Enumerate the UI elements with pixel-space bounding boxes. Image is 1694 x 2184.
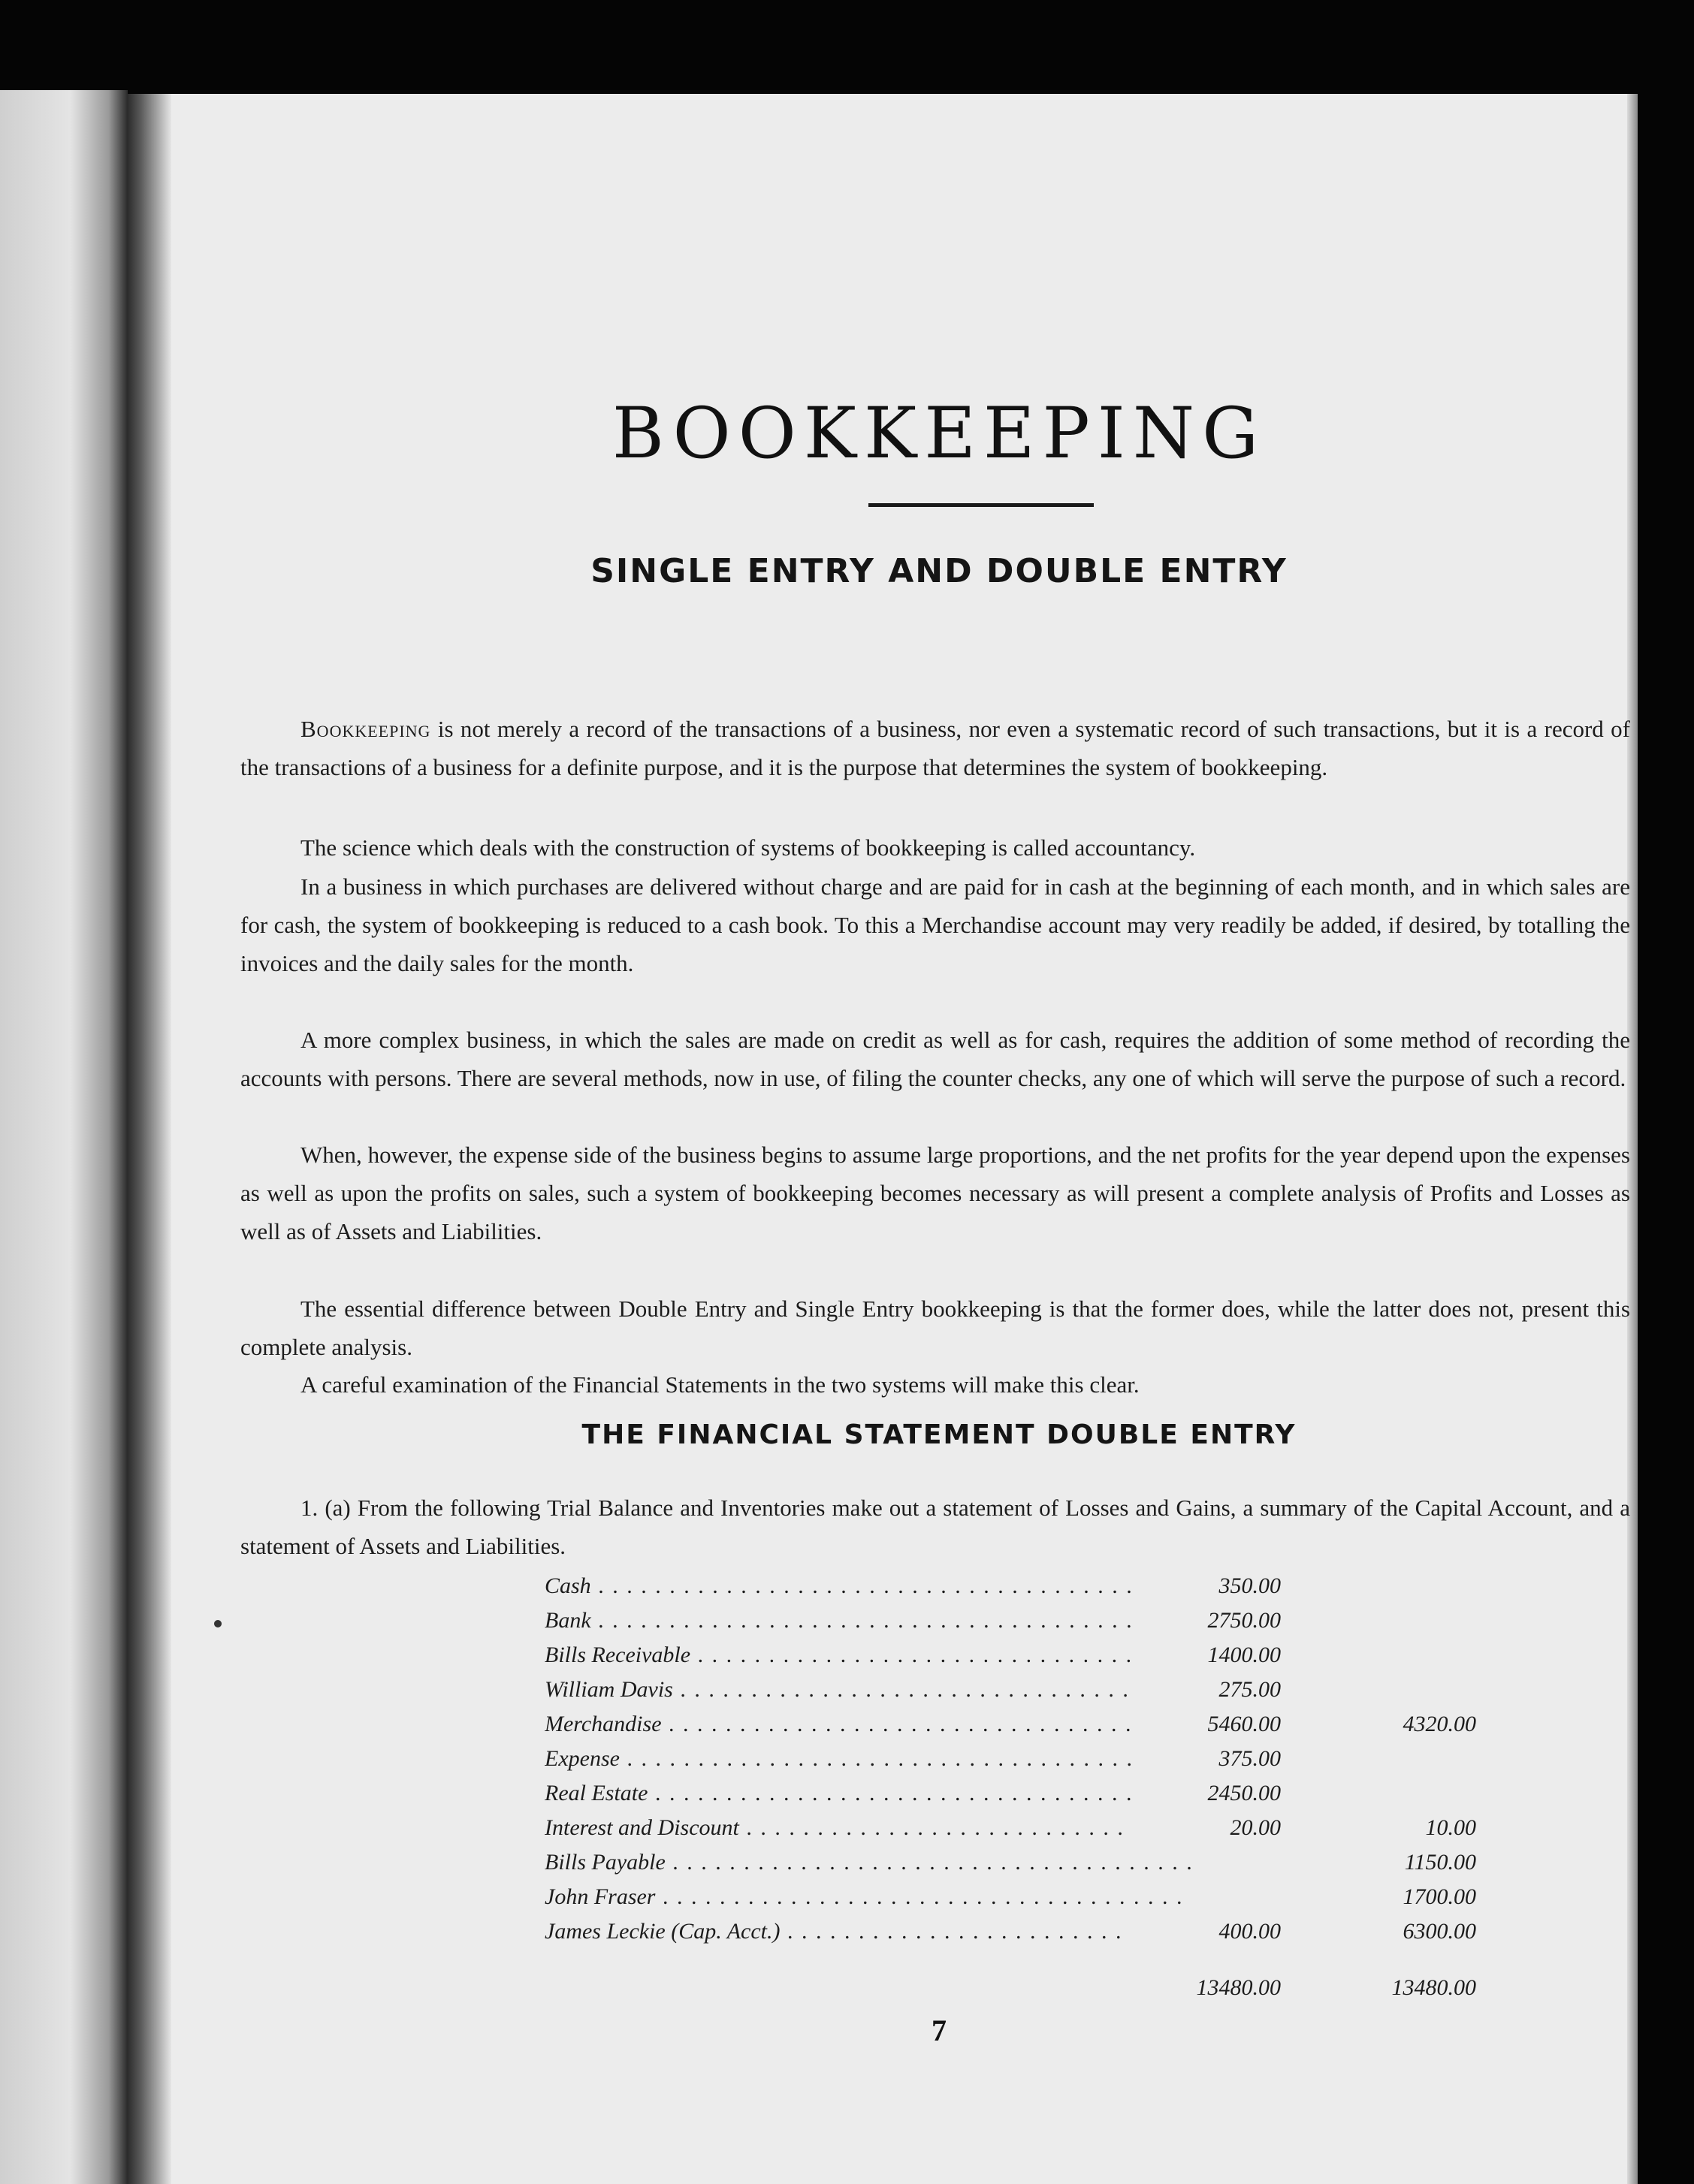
paragraph-4: A more complex business, in which the sales are made on credit as well as for cash, requires the addition of some method of recording the accounts with persons. There are several methods, now in use, of filing the counter checks, any one of which will serve the purpose of such a record. bbox=[240, 1027, 1630, 1091]
exercise-text: 1. (a) From the following Trial Balance and Inventories make out a statement of Losses and Gains, a summary of the Capital Account, and a statement of Assets and Liabilities. bbox=[240, 1495, 1630, 1559]
table-row bbox=[545, 1643, 1671, 1677]
paragraph-6: The essential difference between Double Entry and Single Entry bookkeeping is that the former does, while the latter does not, present this complete analysis. bbox=[240, 1296, 1630, 1360]
table-row bbox=[545, 1608, 1671, 1643]
table-row bbox=[545, 1712, 1671, 1746]
debit-total: 13480.00 bbox=[1131, 1975, 1281, 2001]
debit-amount: 275.00 bbox=[1131, 1677, 1281, 1703]
table-row bbox=[545, 1746, 1671, 1781]
paragraph-1 bbox=[240, 710, 1630, 786]
debit-amount: 2750.00 bbox=[1131, 1608, 1281, 1633]
spine-shadow bbox=[128, 94, 171, 2184]
account-name: John Fraser . . . bbox=[545, 1884, 1191, 1910]
account-name: Bills Payable . . . bbox=[545, 1850, 1191, 1875]
lead-word: Bookkeeping bbox=[300, 716, 431, 742]
credit-amount: 4320.00 bbox=[1326, 1712, 1476, 1737]
table-row bbox=[545, 1919, 1671, 1953]
table-row bbox=[545, 1677, 1671, 1712]
debit-amount: 375.00 bbox=[1131, 1746, 1281, 1772]
debit-amount: 400.00 bbox=[1131, 1919, 1281, 1944]
totals-row bbox=[545, 1975, 1671, 2010]
paragraph-7: A careful examination of the Financial Statements in the two systems will make this clear. bbox=[300, 1371, 1140, 1398]
credit-total: 13480.00 bbox=[1326, 1975, 1476, 2001]
account-name: Bills Receivable . . . bbox=[545, 1643, 1191, 1668]
debit-amount: 20.00 bbox=[1131, 1815, 1281, 1841]
credit-amount: 1150.00 bbox=[1326, 1850, 1476, 1875]
page-number: 7 bbox=[932, 2014, 947, 2047]
account-name: Interest and Discount . . . bbox=[545, 1815, 1191, 1841]
account-name: Expense . . . bbox=[545, 1746, 1191, 1772]
paragraph-5: When, however, the expense side of the business begins to assume large proportions, and the net profits for the year depend upon the expenses as well as upon the profits on sales, such a system of bookkeeping becomes necessary as will present a complete analysis of Profits and Losses as well as of Assets and Liabilities. bbox=[240, 1142, 1630, 1244]
paragraph-1-text: is not merely a record of the transactions of a business, nor even a systematic record of such transactions, but it is a record of the transactions of a business for a definite purpose, and it is the purpose that determines the system of bookkeeping. bbox=[240, 716, 1630, 780]
debit-amount: 1400.00 bbox=[1131, 1643, 1281, 1668]
account-name: Real Estate . . . bbox=[545, 1781, 1191, 1806]
account-name: William Davis . . . bbox=[545, 1677, 1191, 1703]
debit-amount: 2450.00 bbox=[1131, 1781, 1281, 1806]
table-row bbox=[545, 1815, 1671, 1850]
facing-page-edge bbox=[0, 90, 128, 2184]
account-name: James Leckie (Cap. Acct.) . . . bbox=[545, 1919, 1191, 1944]
paragraph-3: In a business in which purchases are delivered without charge and are paid for in cash at the beginning of each month, and in which sales are for cash, the system of bookkeeping is reduced to a cash book. To this a Merchandise account may very readily be added, if desired, by totalling the invoices and the daily sales for the month. bbox=[240, 873, 1630, 976]
account-name: Bank . . . bbox=[545, 1608, 1191, 1633]
page-title: BOOKKEEPING bbox=[611, 393, 1267, 475]
credit-amount: 1700.00 bbox=[1326, 1884, 1476, 1910]
account-name: Cash . . . bbox=[545, 1573, 1191, 1599]
table-row bbox=[545, 1781, 1671, 1815]
margin-mark bbox=[214, 1620, 222, 1627]
book-page bbox=[128, 94, 1638, 2184]
account-name: Merchandise . . . bbox=[545, 1712, 1191, 1737]
section-heading-2: THE FINANCIAL STATEMENT DOUBLE ENTRY bbox=[581, 1419, 1297, 1450]
table-row bbox=[545, 1850, 1671, 1884]
credit-amount: 10.00 bbox=[1326, 1815, 1476, 1841]
table-row bbox=[545, 1884, 1671, 1919]
table-row bbox=[545, 1573, 1671, 1608]
title-rule bbox=[868, 503, 1094, 507]
paragraph-2: The science which deals with the construction of systems of bookkeeping is called accountancy. bbox=[300, 834, 1196, 861]
credit-amount: 6300.00 bbox=[1326, 1919, 1476, 1944]
debit-amount: 5460.00 bbox=[1131, 1712, 1281, 1737]
debit-amount: 350.00 bbox=[1131, 1573, 1281, 1599]
section-heading: SINGLE ENTRY AND DOUBLE ENTRY bbox=[590, 552, 1288, 590]
